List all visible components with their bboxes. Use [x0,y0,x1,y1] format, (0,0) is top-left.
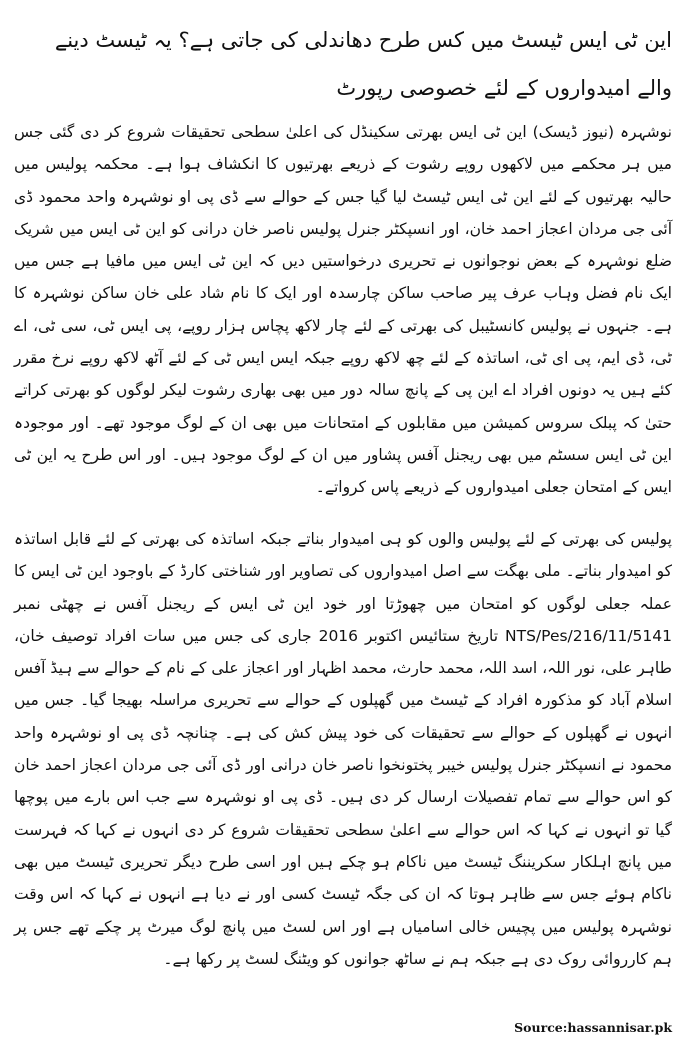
article-paragraph-1: نوشہرہ (نیوز ڈیسک) این ٹی ایس بھرتی سکینڈل کی اعلیٰ سطحی تحقیقات شروع کر دی گئی جس میں ہر محکمے میں لاکھوں روپے رشوت کے ذریعے بھرتیوں کا انکشاف ہوا ہے۔ محکمہ پولیس میں حالیہ بھرتیوں کے لئے این ٹی ایس ٹیسٹ لیا گیا جس کے حوالے سے ڈی پی او نوشہرہ واحد محمود ڈی آئی جی مردان اعجاز احمد خان، اور انسپکٹر جنرل پولیس ناصر خان درانی کو این ٹی ایس میں شریک ضلع نوشہرہ کے بعض نوجوانوں نے تحریری درخواستیں دیں کہ این ٹی ایس میں مافیا ہے جس میں ایک نام فضل وہاب عرف پیر صاحب ساکن چارسدہ اور ایک کا نام شاد علی خان ساکن نوشہرہ کا ہے۔ جنہوں نے پولیس کانسٹیبل کی بھرتی کے لئے چار لاکھ پچاس ہزار روپے، پی ایس ٹی، سی ٹی، اے ٹی، ڈی ایم، پی ای ٹی، اساتذہ کے لئے چھ لاکھ روپے جبکہ ایس ایس ٹی کے لئے آٹھ لاکھ روپے نرخ مقرر کئے ہیں یہ دونوں افراد اے این پی کے پانچ سالہ دور میں بھی بھاری رشوت لیکر لوگوں کو بھرتی کراتے حتیٰ کہ پبلک سروس کمیشن میں مقابلوں کے امتحانات میں بھی ان کے لوگ موجود تھے۔ اور موجودہ این ٹی ایس سسٹم میں بھی ریجنل آفس پشاور میں ان کے لوگ موجود ہیں۔ اور اس طرح یہ این ٹی ایس کے امتحان جعلی امیدواروں کے ذریعے پاس کرواتے۔ [14,123,672,497]
article-title: این ٹی ایس ٹیسٹ میں کس طرح دھاندلی کی جاتی ہے؟ یہ ٹیسٹ دینے والے امیدواروں کے لئے خصوصی رپورٹ [54,28,672,100]
article-paragraph-2: پولیس کی بھرتی کے لئے پولیس والوں کو ہی امیدوار بناتے جبکہ اساتذہ کی بھرتی کے لئے قابل اساتذہ کو امیدوار بناتے۔ ملی بھگت سے اصل امیدواروں کی تصاویر اور شناختی کارڈ کے باوجود این ٹی ایس کا عملہ جعلی لوگوں کو امتحان میں چھوڑتا اور خود این ٹی ایس کے ریجنل آفس نے چھٹی نمبر NTS/Pes/216/11/5141 تاریخ ستائیس اکتوبر 2016 جاری کی جس میں سات افراد توصیف خان، طاہر علی، نور اللہ، اسد اللہ، محمد حارث، محمد اظہار اور اعجاز علی کے نام کے حوالے سے ہیڈ آفس اسلام آباد کو مذکورہ افراد کے ٹیسٹ میں گھپلوں کے حوالے سے تحریری مراسلہ بھیجا گیا۔ جس میں انہوں نے گھپلوں کے حوالے سے تحقیقات کی خود پیش کش کی ہے۔ چنانچہ ڈی پی او نوشہرہ واحد محمود نے انسپکٹر جنرل پولیس خیبر پختونخوا ناصر خان درانی اور ڈی آئی جی مردان اعجاز احمد خان کو اس حوالے سے تمام تفصیلات ارسال کر دی ہیں۔ ڈی پی او نوشہرہ سے جب اس بارے میں پوچھا گیا تو انہوں نے کہا کہ اس حوالے سے اعلیٰ سطحی تحقیقات شروع کر دی انہوں نے کہا کہ فہرست میں پانچ اہلکار سکریننگ ٹیسٹ میں ناکام ہو چکے ہیں اور اسی طرح دیگر تحریری ٹیسٹ میں بھی ناکام ہوئے جس سے ظاہر ہوتا کہ ان کی جگہ ٹیسٹ کسی اور نے دیا ہے انہوں نے کہا کہ اس وقت نوشہرہ پولیس میں پچیس خالی اسامیاں ہے اور اس لسٹ میں پانچ لوگ میرٹ پر چکے تھے جس پر ہم کارروائی روک دی ہے جبکہ ہم نے ساٹھ جوانوں کو ویٹنگ لسٹ پر رکھا ہے۔ [14,530,672,968]
source-credit: Source:hassannisar.pk [514,1020,672,1035]
